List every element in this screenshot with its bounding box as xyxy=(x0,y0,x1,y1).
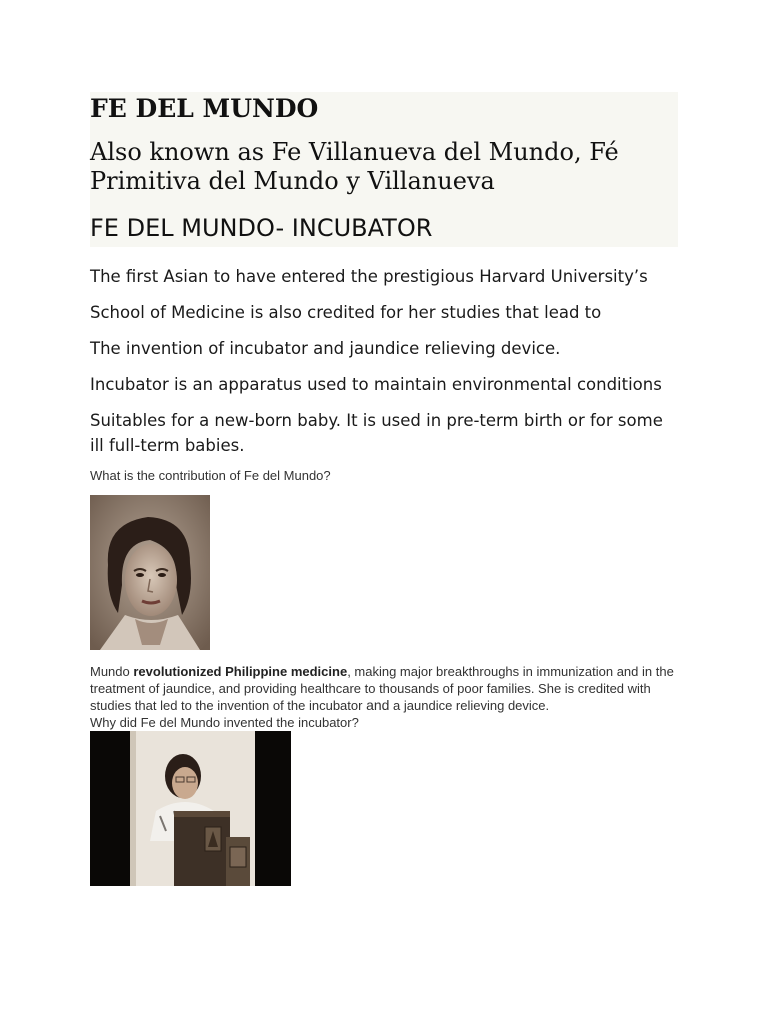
contribution-rest-1: , making major breakthroughs in immunization and in the treatment of jaundice, and providing healthcare to thousands of poor families. She is credited with studies that led to the invention of the incubator xyxy=(90,664,674,713)
paragraph-2: School of Medicine is also credited for her studies that lead to xyxy=(90,303,602,322)
paragraph-5: Suitables for a new-born baby. It is used in pre-term birth or for some ill full-term babies. xyxy=(90,411,663,455)
portrait-photo xyxy=(90,495,210,650)
question-incubator: Why did Fe del Mundo invented the incubator? xyxy=(90,714,359,730)
paragraph-1: The first Asian to have entered the prestigious Harvard University’s xyxy=(90,267,648,286)
paragraph-4: Incubator is an apparatus used to maintain environmental conditions xyxy=(90,375,662,394)
question-contribution: What is the contribution of Fe del Mundo? xyxy=(90,468,331,483)
page-title: FE DEL MUNDO xyxy=(90,94,319,123)
aka-heading: Also known as Fe Villanueva del Mundo, Fé Primitiva del Mundo y Villanueva xyxy=(90,138,619,195)
contribution-lead: Mundo xyxy=(90,664,134,679)
subtitle-heading: FE DEL MUNDO- INCUBATOR xyxy=(90,214,433,242)
podium-photo xyxy=(90,731,291,886)
contribution-text xyxy=(90,664,680,715)
document-page xyxy=(90,92,680,886)
paragraph-3: The invention of incubator and jaundice relieving device. xyxy=(90,339,561,358)
header-block xyxy=(90,92,678,247)
contribution-bold: revolutionized Philippine medicine xyxy=(133,664,348,679)
contribution-rest-2: a jaundice relieving device. xyxy=(389,698,550,713)
contribution-and: and xyxy=(366,697,390,713)
